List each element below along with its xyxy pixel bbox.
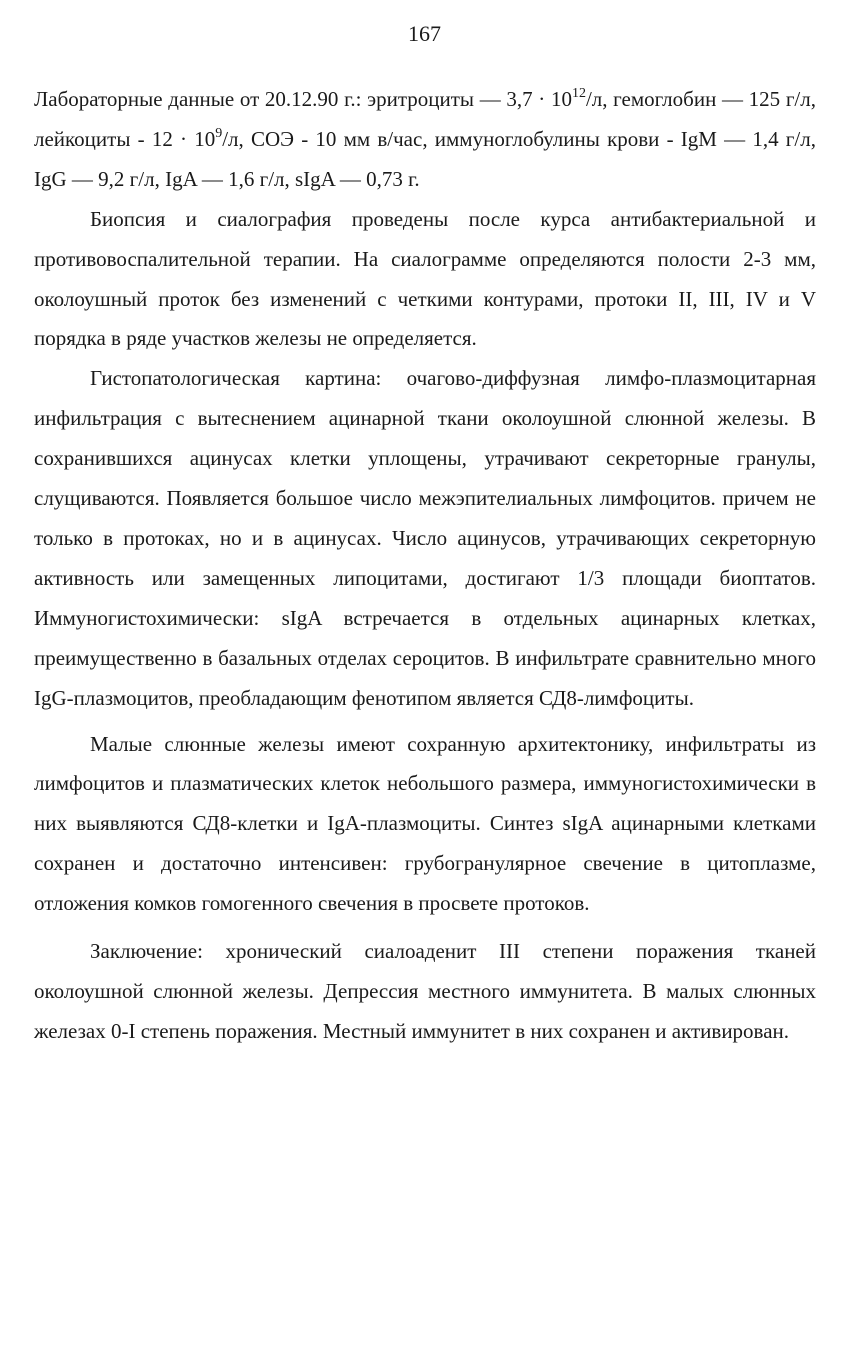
lab-text-part2: /л, гемоглобин — 125 г/л, лейкоциты - 12 · 10	[34, 87, 817, 151]
lab-text-part1: Лабораторные данные от 20.12.90 г.: эритроциты — 3,7 · 10	[34, 87, 572, 111]
lab-exponent-1: 12	[571, 86, 586, 101]
conclusion-paragraph: Заключение: хронический сиалоаденит III степени поражения тканей околоушной слюнной железы. Депрессия местного иммунитета. В малых слюнных железах 0-I степень поражения. Местный иммунитет в них сохранен и активирован.	[34, 939, 816, 1043]
document-body	[34, 80, 816, 1052]
biopsy-paragraph: Биопсия и сиалография проведены после курса антибактериальной и противовоспалительной терапии. На сиалограмме определяются полости 2-3 мм, околоушный проток без изменений с четкими контурами, протоки II, III, IV и V порядка в ряде участков железы не определяется.	[34, 206, 816, 351]
page-number: 167	[408, 21, 441, 46]
minor-glands-paragraph: Малые слюнные железы имеют сохранную архитектонику, инфильтраты из лимфоцитов и плазматических клеток небольшого размера, иммуногистохимически в них выявляются СД8-клетки и IgA-плазмоциты. Синтез sIgA ацинарными клетками сохранен и достаточно интенсивен: грубогранулярное свечение в цитоплазме, отложения комков гомогенного свечения в просвете протоков.	[34, 731, 816, 916]
lab-text-part3: /л, СОЭ - 10 мм в/час, иммуноглобулины крови - IgM — 1,4 г/л, IgG — 9,2 г/л, IgA — 1,6 г/л, sIgA — 0,73 г.	[34, 126, 816, 191]
histology-paragraph: Гистопатологическая картина: очагово-диффузная лимфо-плазмоцитарная инфильтрация с вытеснением ацинарной ткани околоушной слюнной железы. В сохранившихся ацинусах клетки уплощены, утрачивают секреторные гранулы, слущиваются. Появляется большое число межэпителиальных лимфоцитов. причем не только в протоках, но и в ацинусах. Число ацинусов, утрачивающих секреторную активность или замещенных липоцитами, достигают 1/3 площади биоптатов. Иммуногистохимически: sIgA встречается в отдельных ацинарных клетках, преимущественно в базальных отделах сероцитов. В инфильтрате сравнительно много IgG-плазмоцитов, преобладающим фенотипом является СД8-лимфоциты.	[34, 366, 816, 710]
lab-data-paragraph	[34, 80, 816, 200]
lab-exponent-2: 9	[215, 125, 223, 141]
